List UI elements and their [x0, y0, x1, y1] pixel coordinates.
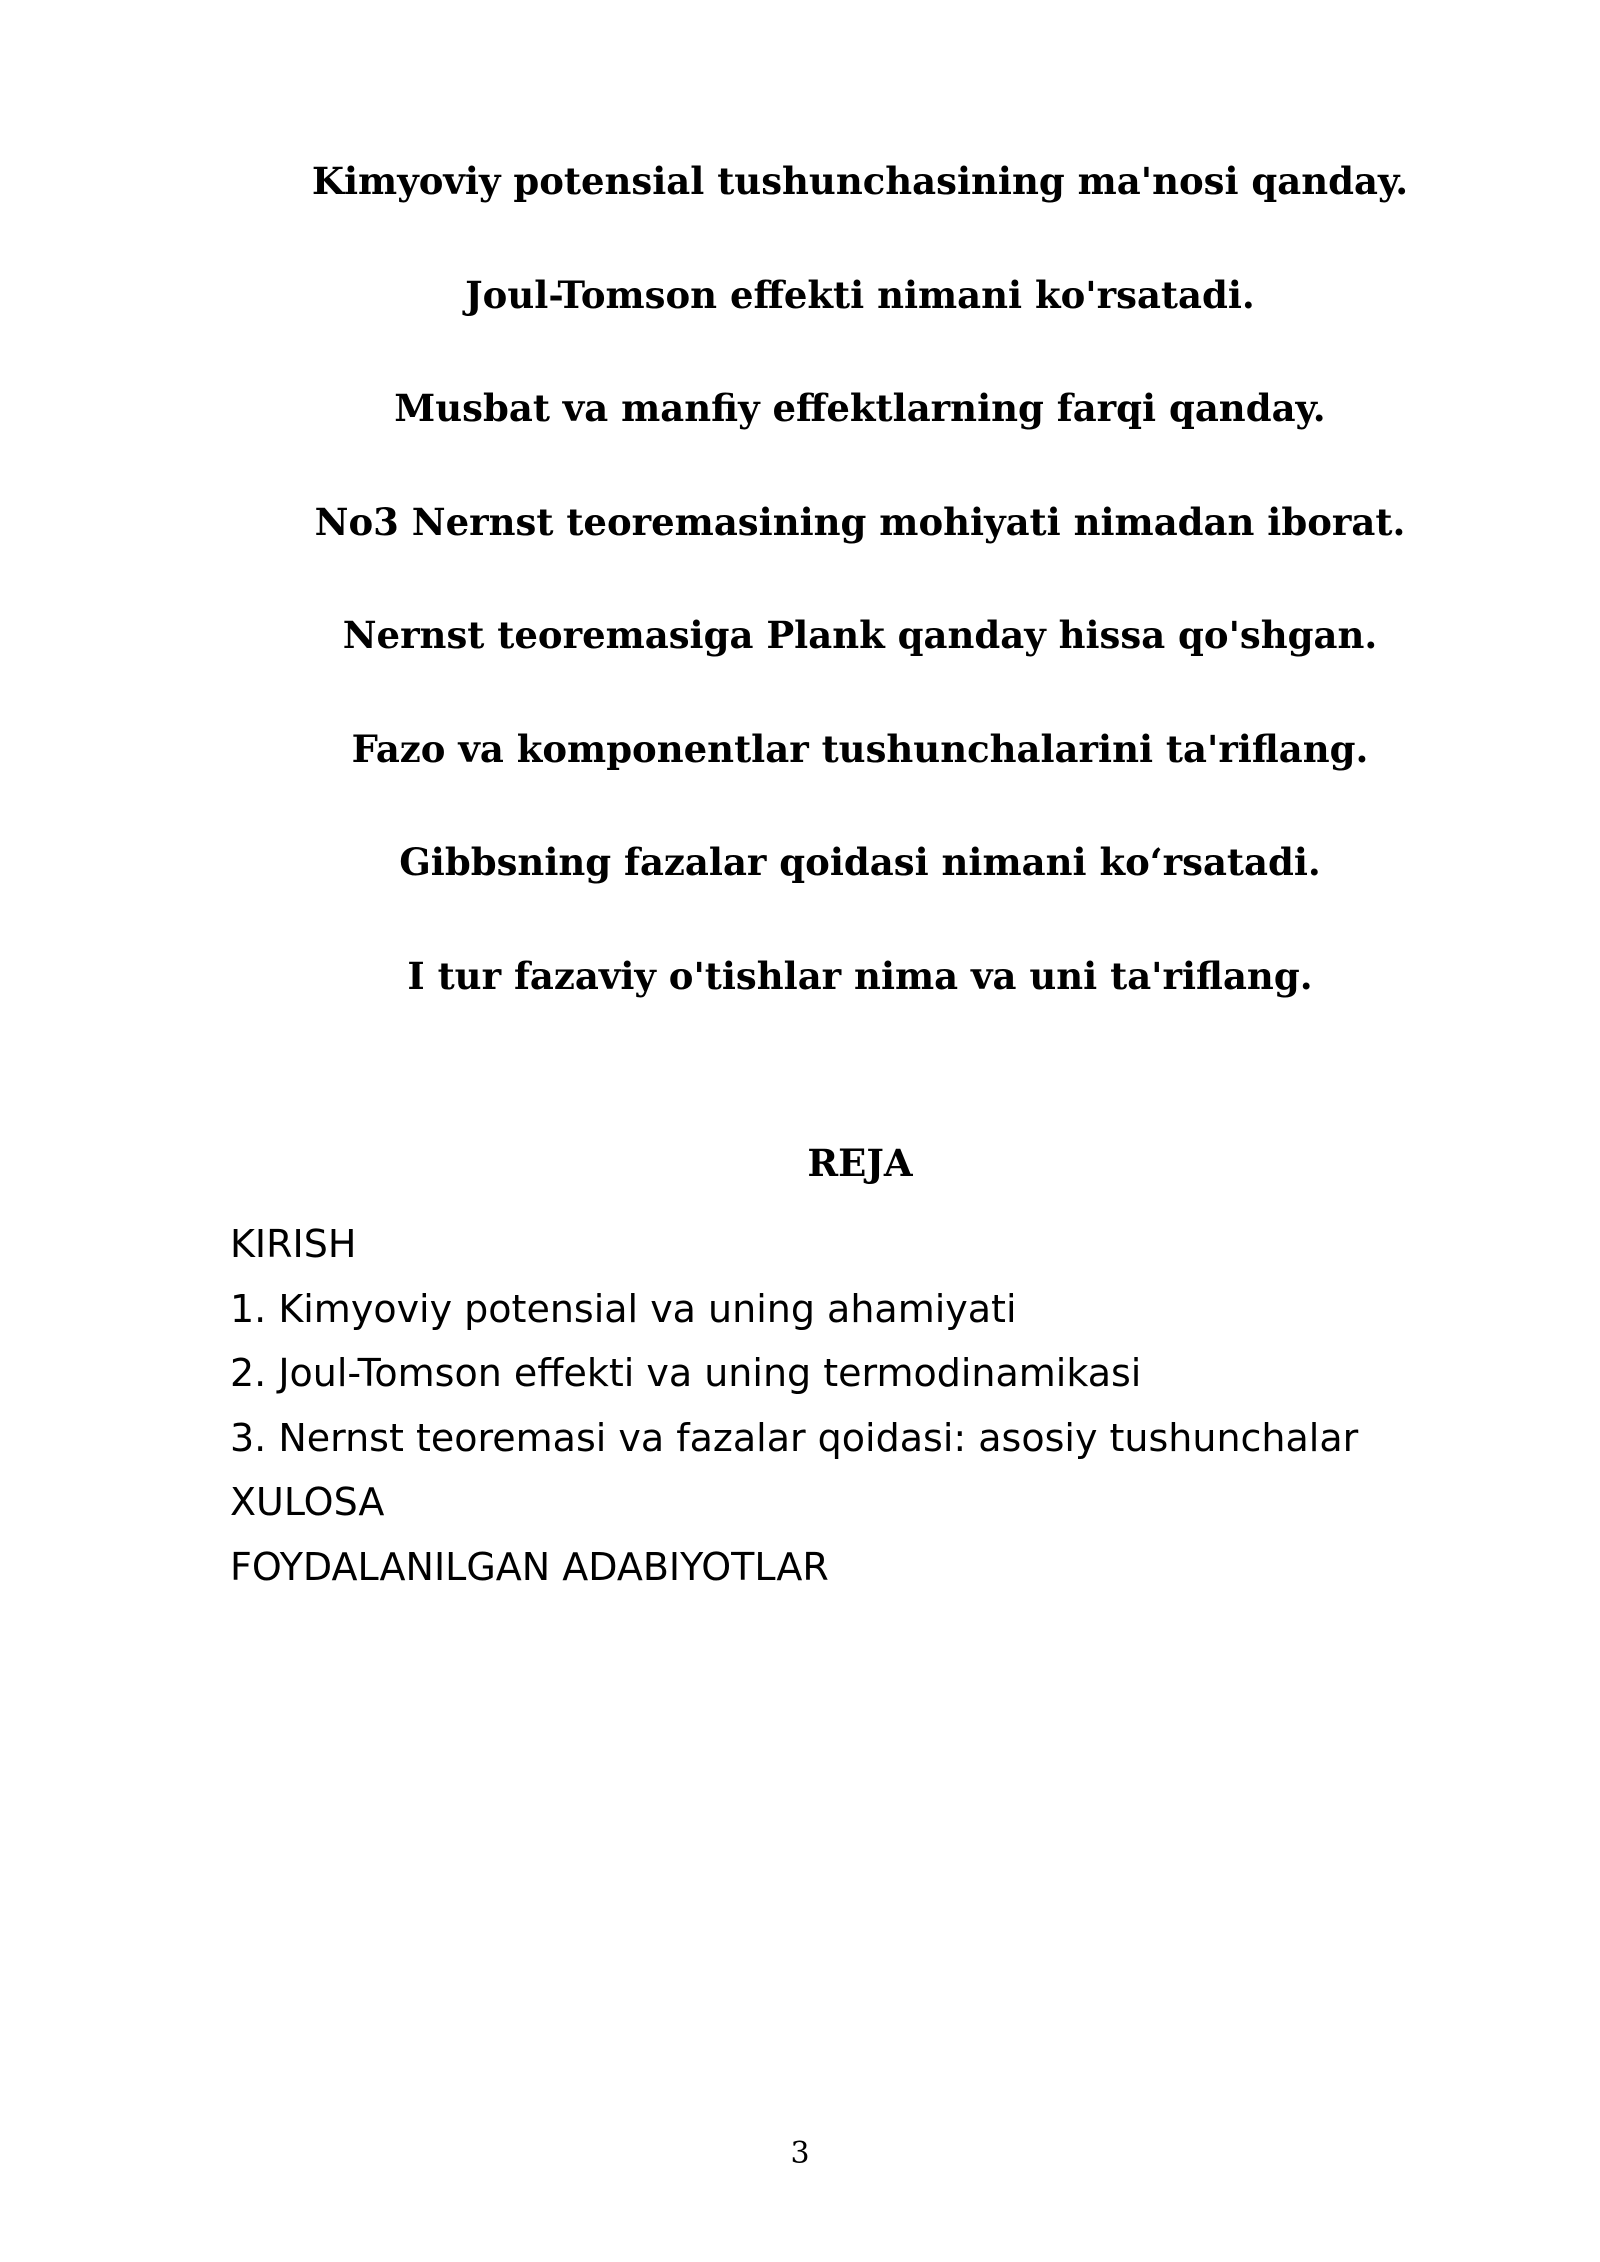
question-item: I tur fazaviy o'tishlar nima va uni ta'riflang. [407, 953, 1313, 998]
question-item: Kimyoviy potensial tushunchasining ma'nosi qanday. [311, 159, 1409, 203]
plan-item-section-2: 2. Joul-Tomson effekti va uning termodinamikasi [230, 1351, 1142, 1395]
plan-title: REJA [807, 1141, 913, 1185]
plan-item-conclusion: XULOSA [230, 1480, 385, 1524]
plan-item-references: FOYDALANILGAN ADABIYOTLAR [230, 1544, 829, 1589]
plan-item-introduction: KIRISH [230, 1222, 357, 1266]
question-item: Gibbsning fazalar qoidasi nimani ko‘rsatadi. [399, 840, 1321, 884]
question-item: Musbat va manfiy effektlarning farqi qanday. [394, 386, 1326, 430]
question-item: Nernst teoremasiga Plank qanday hissa qo'shgan. [342, 613, 1378, 657]
page-number: 3 [790, 2136, 810, 2171]
plan-list [230, 1212, 1358, 1599]
question-list [230, 158, 1490, 1066]
plan-item-section-3: 3. Nernst teoremasi va fazalar qoidasi: asosiy tushunchalar [230, 1415, 1359, 1460]
question-item: Joul-Tomson effekti nimani ko'rsatadi. [465, 272, 1255, 317]
plan-item-section-1: 1. Kimyoviy potensial va uning ahamiyati [230, 1286, 1017, 1331]
question-item: Fazo va komponentlar tushunchalarini ta'riflang. [351, 726, 1369, 771]
question-item: No3 Nernst teoremasining mohiyati nimadan iborat. [314, 499, 1406, 544]
